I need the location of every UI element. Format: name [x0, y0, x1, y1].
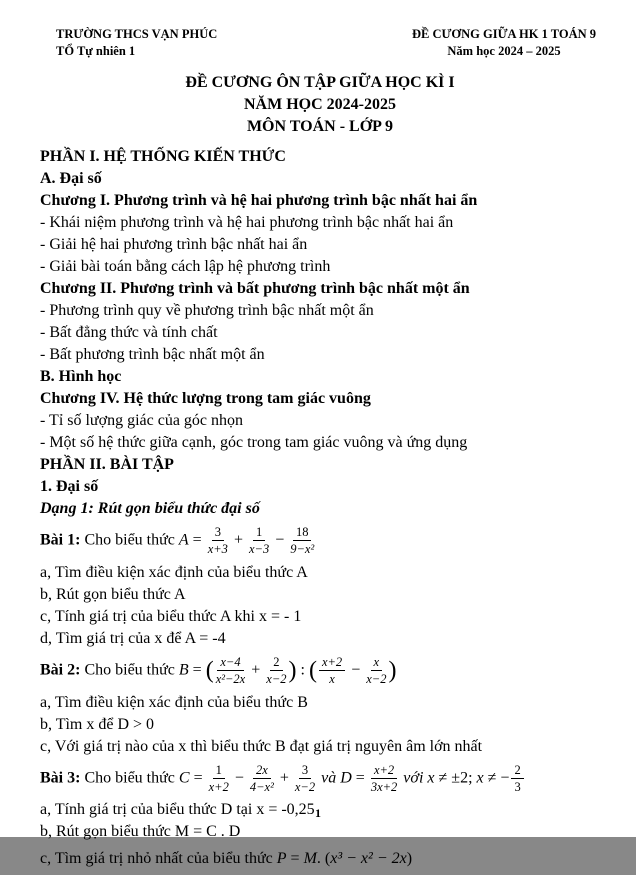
math-segment: Bài 2: [40, 661, 81, 679]
fraction: $\frac{x+2}{x}$ [319, 655, 345, 687]
heading-line: B. Hình học [40, 368, 122, 385]
math-segment: c, Tìm giá trị nhỏ nhất của biểu thức [40, 850, 277, 868]
math-segment: − [347, 661, 365, 679]
fraction: $\frac{3}{x-2}$ [294, 762, 316, 794]
text-line: - Bất phương trình bậc nhất một ẩn [40, 346, 265, 363]
page-number: 1 [315, 806, 321, 820]
math-segment: − [230, 769, 248, 787]
fraction: $\frac{2}{x-2}$ [266, 654, 287, 687]
math-segment: x [427, 769, 435, 787]
text-line: a, Tính giá trị của biểu thức D tại x = -0,25 [40, 801, 315, 819]
text-line: - Khái niệm phương trình và hệ hai phương trình bậc nhất hai ẩn [40, 214, 454, 231]
math-segment: x [476, 769, 484, 787]
header-left [56, 26, 217, 60]
heading-line: A. Đại số [40, 170, 102, 187]
school-year: Năm học 2024 – 2025 [447, 44, 561, 58]
text-line: - Giải bài toán bằng cách lập hệ phương trình [40, 258, 331, 275]
heading-line: Chương II. Phương trình và bất phương trình bậc nhất một ẩn [40, 280, 470, 297]
math-line [40, 758, 600, 800]
document-body [40, 146, 600, 875]
math-segment: D [340, 769, 352, 787]
heading-line: Dạng 1: Rút gọn biểu thức đại số [40, 500, 260, 517]
math-segment: Bài 1: [40, 531, 81, 549]
math-segment: + [247, 661, 265, 679]
math-segment: = [286, 850, 304, 868]
text-line: - Tỉ số lượng giác của góc nhọn [40, 412, 244, 429]
math-segment: = [351, 769, 369, 787]
text-line: b, Tìm x để D > 0 [40, 715, 155, 733]
text-line: - Một số hệ thức giữa cạnh, góc trong tam giác vuông và ứng dụng [40, 434, 468, 451]
text-line: a, Tìm điều kiện xác định của biểu thức B [40, 693, 308, 711]
math-segment: : [296, 661, 309, 679]
math-segment: C [178, 769, 190, 787]
math-segment: = [188, 661, 206, 679]
school-name: TRƯỜNG THCS VẠN PHÚC [56, 27, 218, 41]
fraction: $\frac{x-4}{\text{x²−2x}}$ [215, 654, 246, 687]
math-segment: B [178, 661, 189, 679]
main-title-block [40, 72, 600, 138]
math-segment: x³ − x² − 2x [330, 850, 407, 868]
math-segment: A [178, 531, 189, 549]
math-segment: = [188, 531, 206, 549]
math-segment: . ( [316, 850, 331, 868]
fraction: $\frac{3}{x+3}$ [207, 525, 228, 557]
text-line: d, Tìm giá trị của x để A = -4 [40, 629, 226, 647]
heading-line: 1. Đại số [40, 478, 99, 495]
text-line: - Bất đẳng thức và tính chất [40, 324, 218, 341]
page-header [40, 26, 600, 60]
math-segment: = [189, 769, 207, 787]
math-paren: ) [288, 657, 297, 684]
fraction: $\frac{1}{x+2}$ [208, 762, 229, 794]
math-segment: với [399, 769, 428, 787]
math-paren: ( [308, 657, 317, 684]
math-segment: Bài 3: [40, 769, 81, 787]
fraction: $\frac{1}{x-3}$ [248, 525, 270, 557]
math-segment: Cho biểu thức [80, 769, 179, 787]
main-title: ĐỀ CƯƠNG ÔN TẬP GIỮA HỌC KÌ I [185, 74, 455, 91]
text-line: a, Tìm điều kiện xác định của biểu thức A [40, 563, 308, 581]
math-segment: ≠ − [483, 769, 510, 787]
heading-line: PHẦN II. BÀI TẬP [40, 456, 174, 473]
math-segment: M [303, 850, 317, 868]
text-line: c, Tính giá trị của biểu thức A khi x = - 1 [40, 607, 302, 625]
math-paren: ( [205, 657, 214, 684]
math-segment: + [229, 531, 247, 549]
math-segment: và [317, 769, 341, 787]
subtitle-year: NĂM HỌC 2024-2025 [244, 96, 396, 113]
text-line: - Giải hệ hai phương trình bậc nhất hai ẩn [40, 236, 308, 253]
fraction: $\frac{2x}{\text{4−x²}}$ [249, 762, 274, 794]
fraction: $\frac{x+2}{3x+2}$ [370, 762, 398, 794]
text-line: b, Rút gọn biểu thức M = C . D [40, 823, 241, 841]
heading-line: Chương I. Phương trình và hệ hai phương trình bậc nhất hai ẩn [40, 192, 478, 209]
header-right [412, 26, 596, 60]
doc-code: ĐỀ CƯƠNG GIỮA HK 1 TOÁN 9 [411, 27, 596, 41]
math-segment: Cho biểu thức [80, 661, 179, 679]
math-line [40, 650, 600, 692]
math-segment: ) [406, 850, 413, 868]
math-paren: ) [388, 657, 397, 684]
text-line: c, Với giá trị nào của x thì biểu thức B đạt giá trị nguyên âm lớn nhất [40, 737, 483, 755]
math-segment: ≠ ±2; [434, 769, 477, 787]
fraction: $\frac{x}{x-2}$ [366, 654, 387, 687]
fraction: $\frac{2}{3}$ [511, 763, 523, 795]
math-segment: + [275, 769, 293, 787]
fraction: $\frac{18}{\text{9−x²}}$ [290, 525, 315, 557]
math-segment: P [276, 850, 287, 868]
subtitle-subject: MÔN TOÁN - LỚP 9 [246, 118, 394, 135]
text-line: b, Rút gọn biểu thức A [40, 585, 186, 603]
text-line: - Phương trình quy về phương trình bậc nhất một ẩn [40, 302, 374, 319]
math-line [40, 843, 600, 875]
department-name: TỔ Tự nhiên 1 [56, 44, 136, 58]
heading-line: PHẦN I. HỆ THỐNG KIẾN THỨC [40, 148, 286, 165]
math-segment: − [271, 531, 289, 549]
math-segment: Cho biểu thức [80, 531, 179, 549]
math-line [40, 520, 600, 562]
heading-line: Chương IV. Hệ thức lượng trong tam giác vuông [40, 390, 371, 407]
